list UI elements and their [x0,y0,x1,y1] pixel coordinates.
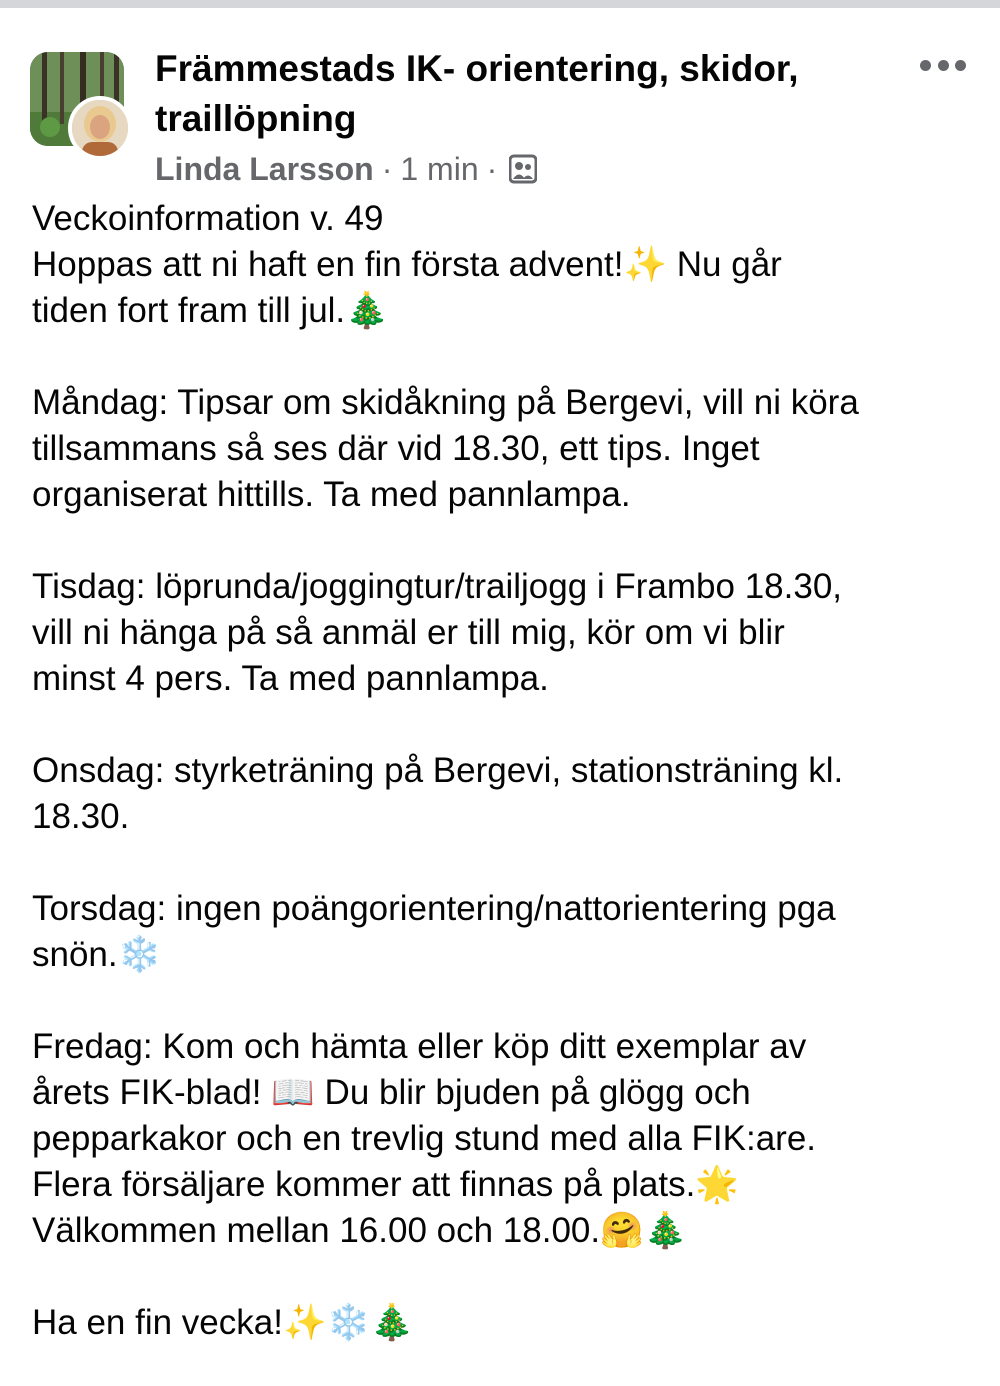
more-dots-icon [955,60,966,71]
top-divider [0,0,1000,8]
author-name-link[interactable]: Linda Larsson [155,150,374,187]
post-text: Veckoinformation v. 49 Hoppas att ni haft en fin första advent!✨ Nu går tiden fort fram till jul.🎄 Måndag: Tipsar om skidåkning på Bergevi, vill ni köra tillsammans så ses där vid 18.30, ett tips. Inget organiserat hittills. Ta med pannlampa. Tisdag: löprunda/joggingtur/trailjogg i Frambo 18.30, vill ni hänga på så anmäl er till mig, kör om vi blir minst 4 pers. Ta med pannlampa. Onsdag: styrketräning på Bergevi, stationsträning kl. 18.30. Torsdag: ingen poängorientering/nattorientering pga snön.❄️ Fredag: Kom och hämta eller köp ditt exemplar av årets FIK-blad! 📖 Du blir bjuden på glögg och pepparkakor och en trevlig stund med alla FIK:are. Flera försäljare kommer att finnas på plats.🌟 Välkommen mellan 16.00 och 18.00.🤗🎄 Ha en fin vecka!✨❄️🎄 [32,199,859,1342]
post-header [0,40,1000,190]
author-avatar[interactable] [68,96,132,160]
more-dots-icon [938,60,949,71]
post-timestamp[interactable]: 1 min [400,150,479,187]
group-name-link[interactable]: Främmestads IK- orientering, skidor, traillöpning [155,48,799,139]
avatar-stack[interactable] [30,52,136,158]
meta-separator: · [486,150,498,187]
meta-separator: · [381,150,393,187]
more-dots-icon [920,60,931,71]
post-meta [155,148,537,190]
more-options-button[interactable] [920,50,966,80]
members-group-icon[interactable] [509,154,537,184]
